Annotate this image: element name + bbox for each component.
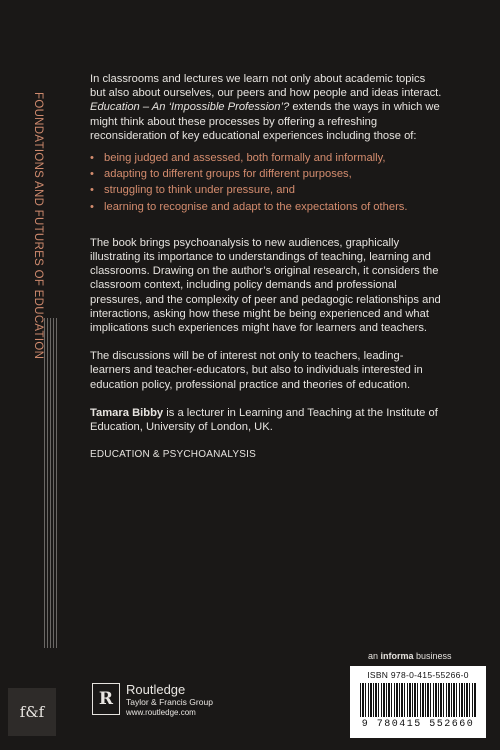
- barcode-box: [350, 666, 486, 738]
- isbn-label: ISBN 978-0-415-55266-0: [367, 670, 469, 680]
- routledge-logo-icon: R: [92, 683, 120, 715]
- series-title: FOUNDATIONS AND FUTURES OF EDUCATION: [32, 92, 44, 360]
- spine-strip: [0, 0, 62, 750]
- list-item: • being judged and assessed, both formally and informally,: [90, 151, 442, 165]
- series-logo: f&f: [8, 688, 56, 736]
- description-paragraph: The book brings psychoanalysis to new audiences, graphically illustrating its importance to understandings of teaching, learning and classrooms. Drawing on the author’s original research, it considers the classroom context, including policy demands and professional pressures, and the complexity of peer and pedagogic relationships and interactions, asking how these might be being experienced and what implications such experiences might have for learners and teachers.: [90, 236, 441, 335]
- informa-tagline: an informa business: [368, 651, 452, 661]
- publisher-name: Routledge: [126, 682, 186, 697]
- author-name: Tamara Bibby: [90, 406, 164, 419]
- audience-paragraph: The discussions will be of interest not only to teachers, leading-learners and teacher-educators, but also to individuals interested in education policy, professional practice and theories of education.: [90, 350, 423, 391]
- barcode-number: 9 780415 552660: [361, 719, 475, 730]
- spine-stripe-bar: [44, 318, 58, 648]
- intro-paragraph: In classrooms and lectures we learn not only about academic topics but also about ourselves, our peers and how people and ideas interact. Education – An ‘Impossible Profession’? extends the ways in which we might think about these processes by offering a refreshing reconsideration of key educational experiences including those of:: [90, 73, 442, 142]
- category-label: EDUCATION & PSYCHOANALYSIS: [90, 449, 256, 461]
- list-item: • learning to recognise and adapt to the expectations of others.: [90, 200, 442, 214]
- list-item: • struggling to think under pressure, and: [90, 183, 442, 197]
- experience-list: [90, 151, 442, 214]
- blurb: [90, 72, 442, 476]
- author-paragraph: Tamara Bibby is a lecturer in Learning and Teaching at the Institute of Education, University of London, UK.: [90, 406, 438, 434]
- list-item: • adapting to different groups for different purposes,: [90, 167, 442, 181]
- book-title: Education – An ‘Impossible Profession’?: [90, 101, 290, 114]
- barcode-icon: [360, 683, 476, 717]
- publisher-block: [92, 683, 213, 718]
- publisher-url: www.routledge.com: [126, 708, 196, 717]
- publisher-group: Taylor & Francis Group: [126, 697, 213, 707]
